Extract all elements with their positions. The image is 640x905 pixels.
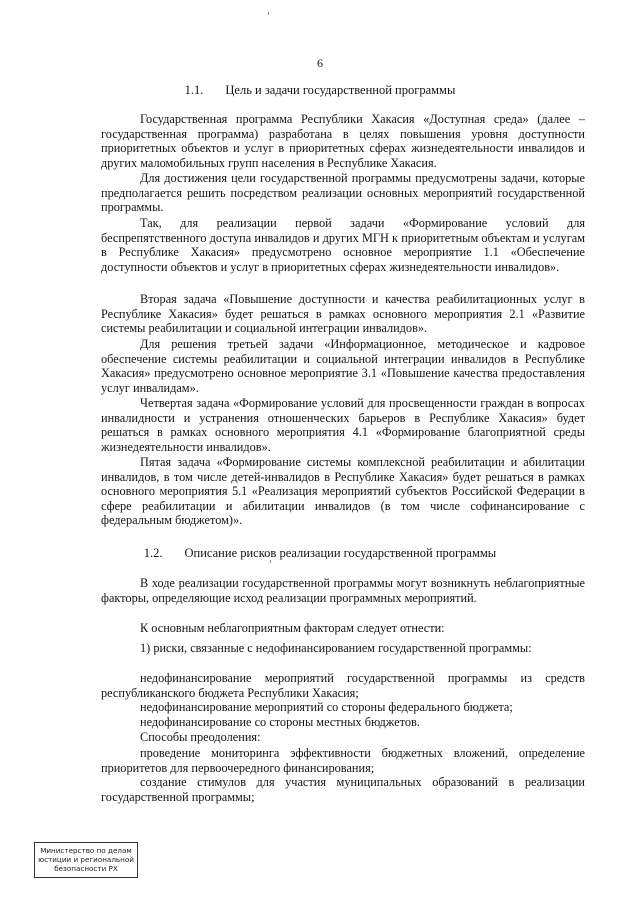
paragraph-task-4: Четвертая задача «Формирование условий для просвещенности граждан в вопросах инвалидности и устранения отношенческих барьеров в Республике Хакасия» будет решаться в рамках основного мероприятия 4.1 «Формирование благоприятной среды жизнедеятельности инвалидов». (101, 396, 585, 454)
paragraph-task-2: Вторая задача «Повышение доступности и качества реабилитационных услуг в Республике Хакасия» будет решаться в рамках основного мероприятия 2.1 «Развитие системы реабилитации и социальной интеграции инвалидов». (101, 292, 585, 336)
paragraph-task-3: Для решения третьей задачи «Информационное, методическое и кадровое обеспечение системы реабилитации и социальной интеграции инвалидов в Республике Хакасия» предусмотрено основное мероприятие 3.1 «Повышение качества предоставления услуг инвалидам». (101, 337, 585, 395)
paragraph-risks-intro: В ходе реализации государственной программы могут возникнуть неблагоприятные факторы, определяющие исход реализации программных мероприятий. (101, 576, 585, 605)
stamp-line: юстиции и региональной (38, 855, 134, 864)
page-number: 6 (317, 56, 323, 70)
ministry-stamp (34, 842, 138, 878)
paragraph-underfunding-local: недофинансирование со стороны местных бюджетов. (140, 715, 420, 729)
paragraph-risk-1: 1) риски, связанные с недофинансированием государственной программы: (140, 641, 532, 655)
paragraph-mitigation-monitoring: проведение мониторинга эффективности бюджетных вложений, определение приоритетов для первоочередного финансирования; (101, 746, 585, 775)
section-heading-risks (0, 546, 640, 561)
section-number: 1.1. (184, 83, 204, 97)
paragraph-mitigation-heading: Способы преодоления: (140, 730, 261, 744)
section-number: 1.2. (143, 546, 163, 560)
paragraph-program-intro: Государственная программа Республики Хакасия «Доступная среда» (далее – государственная программа) разработана в целях повышения уровня доступности приоритетных объектов и услуг в приоритетных сферах жизнедеятельности инвалидов и других маломобильных групп населения в Республике Хакасия. (101, 112, 585, 170)
paragraph-underfunding-regional: недофинансирование мероприятий государственной программы из средств республиканского бюджета Республики Хакасия; (101, 671, 585, 700)
paragraph-underfunding-federal: недофинансирование мероприятий со стороны федерального бюджета; (140, 700, 513, 714)
section-title: Описание рисков реализации государственной программы (184, 546, 497, 560)
section-heading-goals (0, 83, 640, 98)
paragraph-mitigation-incentives: создание стимулов для участия муниципальных образований в реализации государственной программы; (101, 775, 585, 804)
stamp-line: безопасности РХ (54, 864, 118, 873)
scan-speck (268, 12, 269, 15)
paragraph-main-factors: К основным неблагоприятным факторам следует отнести: (140, 621, 445, 635)
paragraph-task-5: Пятая задача «Формирование системы комплексной реабилитации и абилитации инвалидов, в том числе детей-инвалидов в Республике Хакасия» будет решаться в рамках основного мероприятия 5.1 «Реализация мероприятий субъектов Российской Федерации в сфере реабилитации и абилитации инвалидов (в том числе софинансирование с федеральным бюджетом)». (101, 455, 585, 528)
stamp-line: Министерство по делам (40, 846, 132, 855)
paragraph-tasks-intro: Для достижения цели государственной программы предусмотрены задачи, которые предполагается решить посредством реализации основных мероприятий государственной программы. (101, 171, 585, 215)
paragraph-task-1: Так, для реализации первой задачи «Формирование условий для беспрепятственного доступа инвалидов и других МГН к приоритетным объектам и услугам в Республике Хакасия» предусмотрено основное мероприятие 1.1 «Обеспечение доступности объектов и услуг в приоритетных сферах жизнедеятельности инвалидов». (101, 216, 585, 274)
section-title: Цель и задачи государственной программы (225, 83, 456, 97)
